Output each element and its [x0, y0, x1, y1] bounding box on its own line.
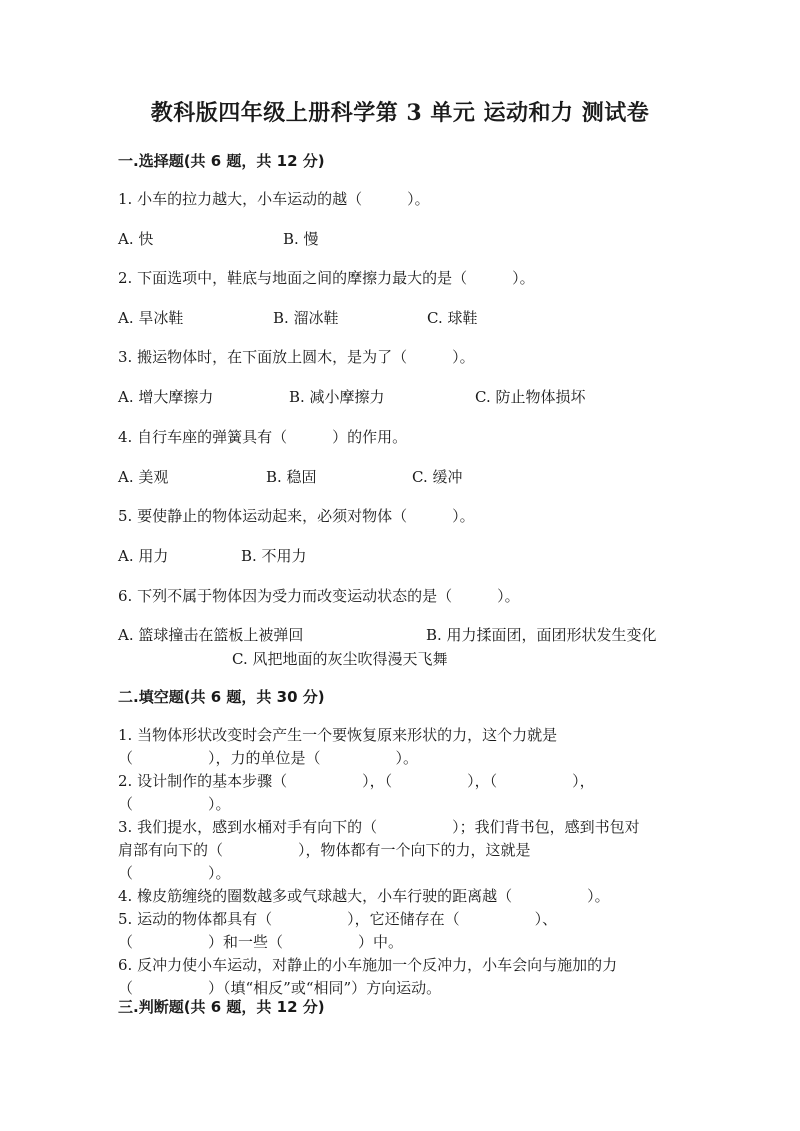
question-option: B. 慢 [283, 230, 319, 248]
fill-line: 3. 我们提水，感到水桶对手有向下的（ ）；我们背书包，感到书包对 [118, 818, 640, 836]
question-stem: 6. 下列不属于物体因为受力而改变运动状态的是（ ）。 [118, 587, 520, 605]
question-option: A. 篮球撞击在篮板上被弹回 [118, 626, 304, 644]
question-stem: 4. 自行车座的弹簧具有（ ）的作用。 [118, 428, 408, 446]
question-option: A. 快 [118, 230, 154, 248]
fill-line: （ ）和一些（ ）中。 [118, 933, 404, 951]
fill-line: （ ）。 [118, 864, 231, 882]
question-stem: 1. 小车的拉力越大，小车运动的越（ ）。 [118, 190, 430, 208]
section-heading-judge: 三.判断题(共 6 题，共 12 分) [118, 998, 325, 1016]
question-option: C. 风把地面的灰尘吹得漫天飞舞 [232, 650, 448, 668]
fill-line: （ ），力的单位是（ ）。 [118, 749, 419, 767]
fill-line: （ ）。 [118, 795, 231, 813]
section-heading-choice: 一.选择题(共 6 题，共 12 分) [118, 152, 325, 170]
question-option: B. 不用力 [241, 547, 307, 565]
question-option: C. 球鞋 [427, 309, 478, 327]
section-heading-fill: 二.填空题(共 6 题，共 30 分) [118, 688, 325, 706]
question-option: A. 旱冰鞋 [118, 309, 184, 327]
fill-line: 肩部有向下的（ ），物体都有一个向下的力，这就是 [118, 841, 531, 859]
question-option: A. 增大摩擦力 [118, 388, 214, 406]
question-option: B. 用力揉面团，面团形状发生变化 [426, 626, 657, 644]
fill-line: 2. 设计制作的基本步骤（ ），（ ），（ ）， [118, 772, 595, 790]
fill-line: 4. 橡皮筋缠绕的圈数越多或气球越大，小车行驶的距离越（ ）。 [118, 887, 610, 905]
fill-line: 1. 当物体形状改变时会产生一个要恢复原来形状的力，这个力就是 [118, 726, 558, 744]
fill-line: （ ）（填“相反”或“相同”）方向运动。 [118, 979, 442, 997]
page-title: 教科版四年级上册科学第 3 单元 运动和力 测试卷 [150, 100, 650, 126]
question-option: C. 缓冲 [412, 468, 463, 486]
question-option: B. 溜冰鞋 [273, 309, 339, 327]
question-option: A. 美观 [118, 468, 169, 486]
fill-line: 5. 运动的物体都具有（ ），它还储存在（ ）、 [118, 910, 558, 928]
fill-line: 6. 反冲力使小车运动，对静止的小车施加一个反冲力，小车会向与施加的力 [118, 956, 618, 974]
question-stem: 3. 搬运物体时，在下面放上圆木，是为了（ ）。 [118, 348, 475, 366]
question-option: B. 减小摩擦力 [289, 388, 385, 406]
question-option: B. 稳固 [266, 468, 317, 486]
question-stem: 2. 下面选项中，鞋底与地面之间的摩擦力最大的是（ ）。 [118, 269, 535, 287]
question-option: C. 防止物体损坏 [475, 388, 586, 406]
question-option: A. 用力 [118, 547, 169, 565]
question-stem: 5. 要使静止的物体运动起来，必须对物体（ ）。 [118, 507, 475, 525]
